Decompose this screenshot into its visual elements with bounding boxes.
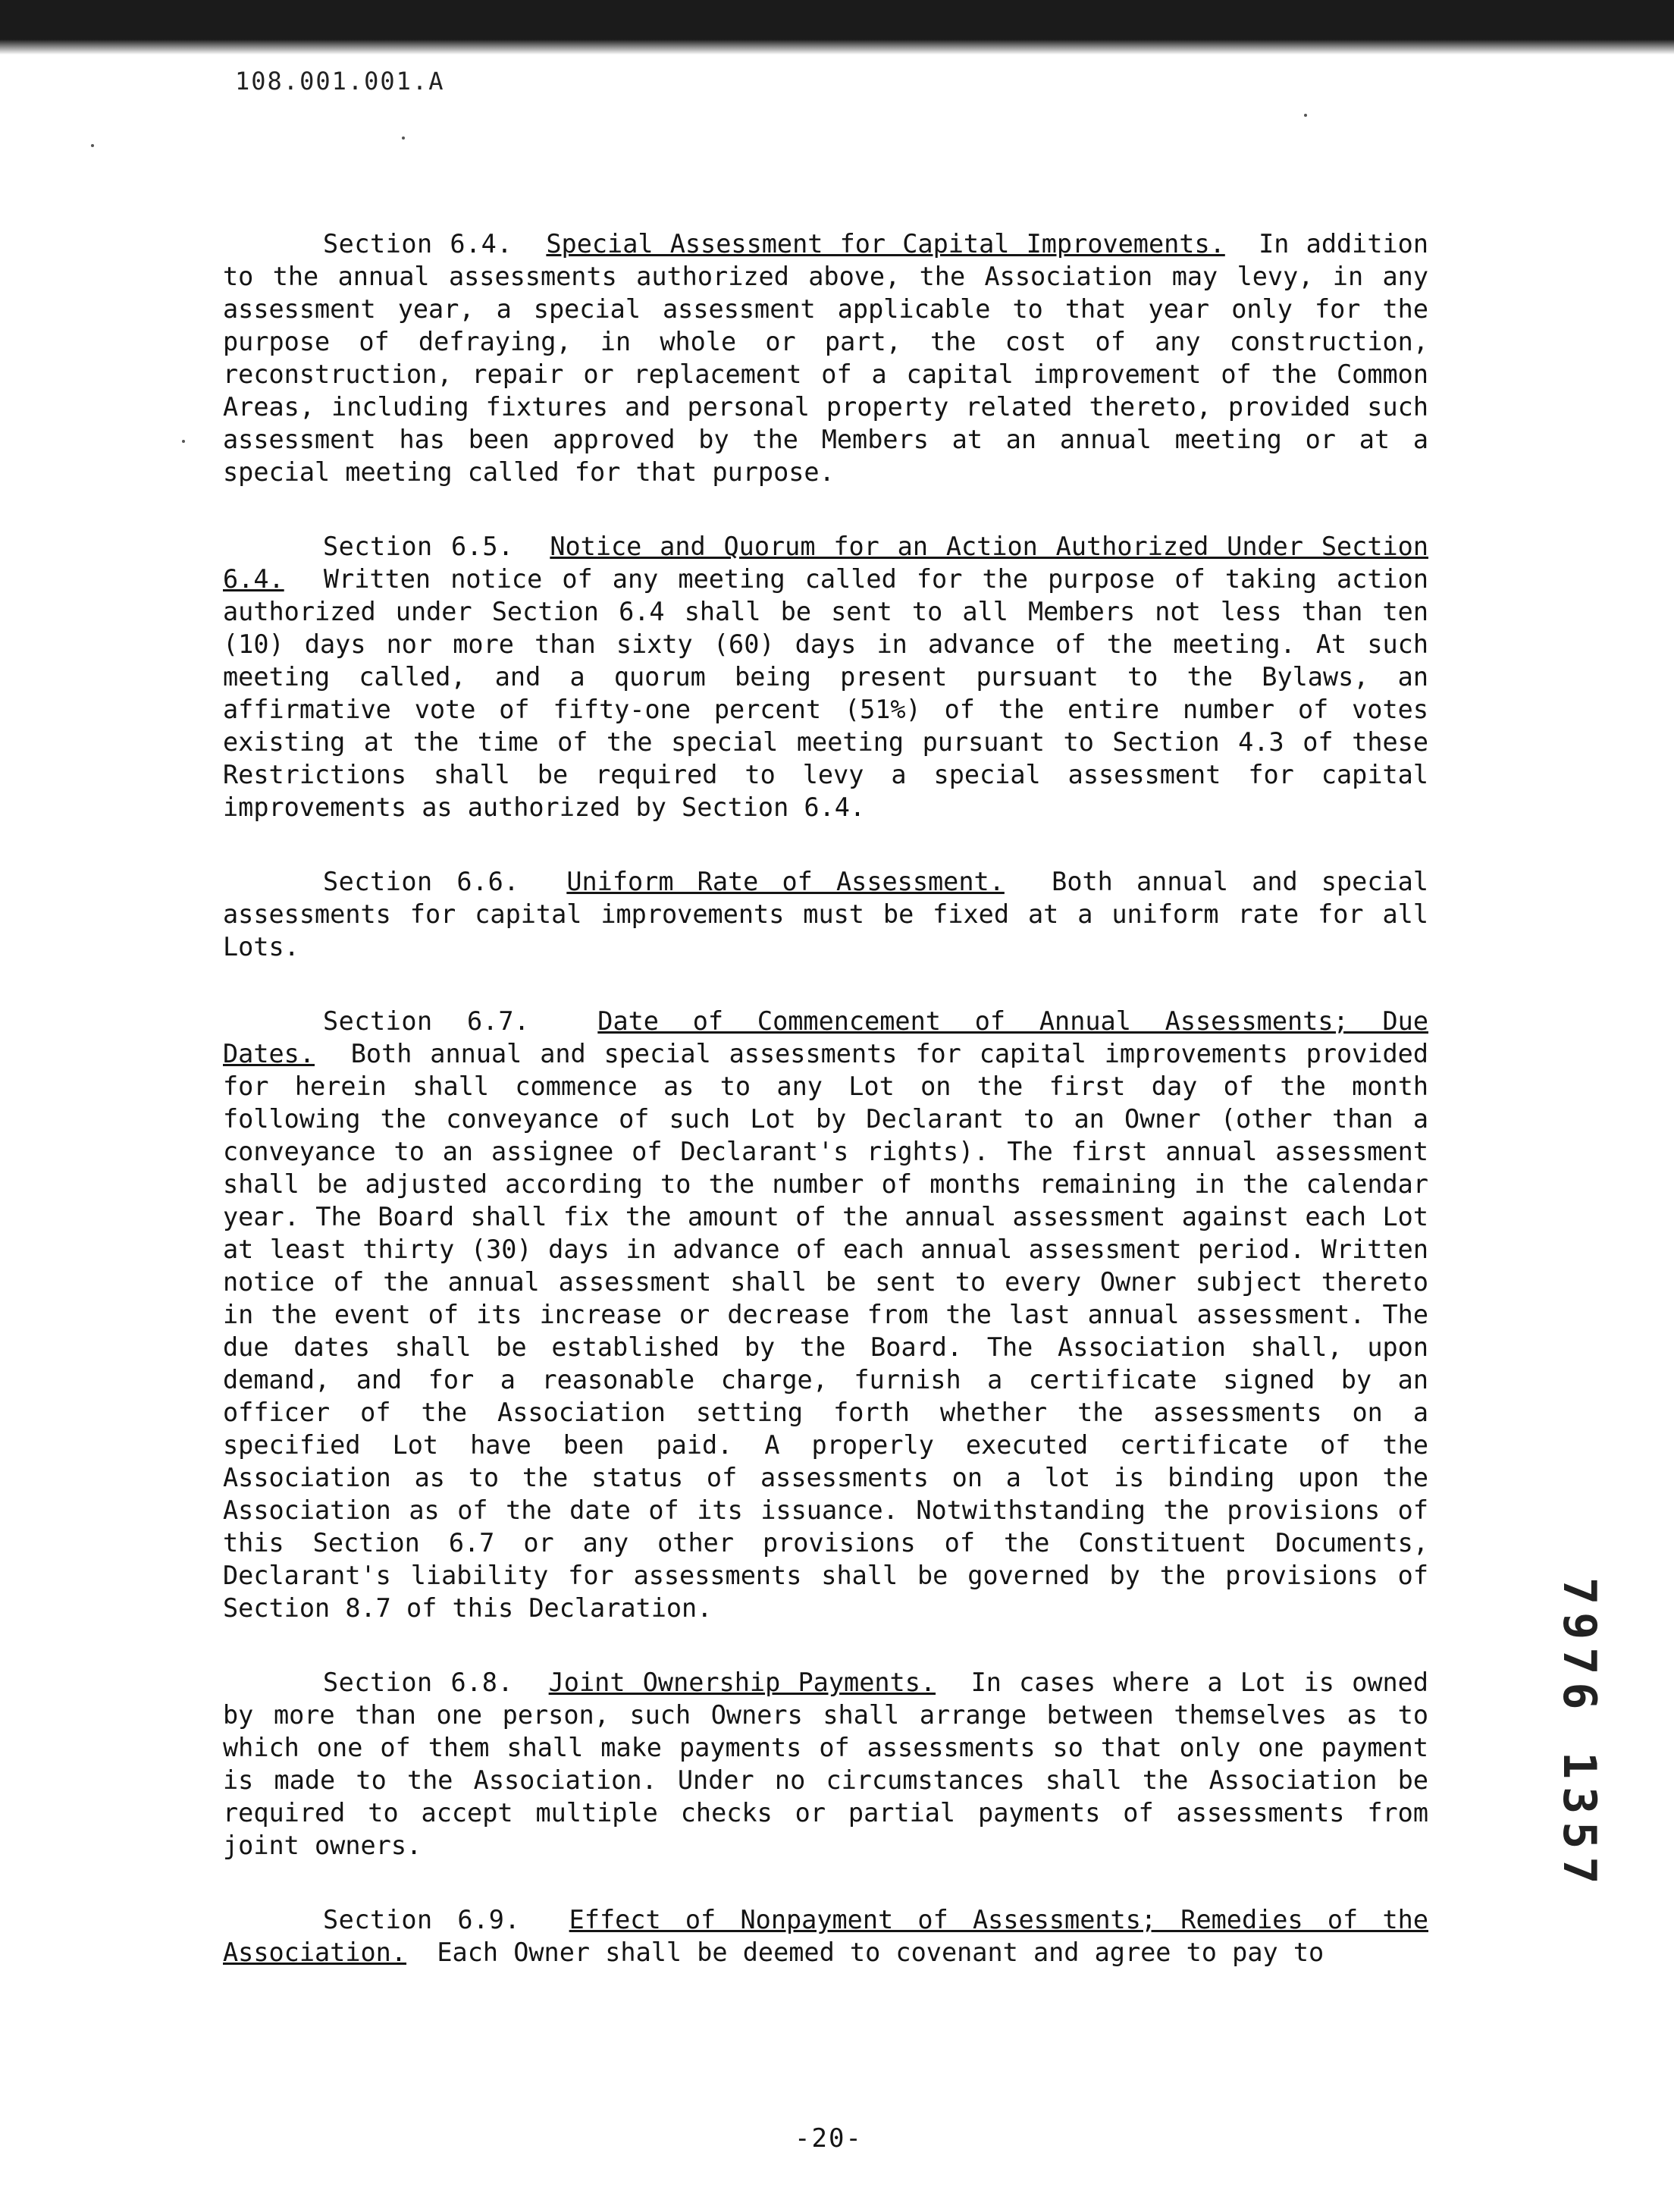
margin-book-number: 7976 — [1553, 1577, 1606, 1718]
section-body: Written notice of any meeting called for the purpose of taking action authorized under Section 6.4 shall be sent to all Members not less than ten (10) days nor more than sixty (60) days in advance of the meeting. At such meeting called, and a quorum being present pursuant to the Bylaws, an affirmative vote of fifty-one percent (51%) of the entire number of votes existing at the time of the special meeting pursuant to Section 4.3 of these Restrictions shall be required to levy a special assessment for capital improvements as authorized by Section 6.4. — [223, 564, 1428, 822]
section-label: Section 6.7. — [323, 1006, 530, 1036]
section-6-5 — [223, 530, 1428, 824]
section-label: Section 6.9. — [323, 1905, 521, 1934]
recording-margin-note — [1516, 1577, 1638, 1896]
scan-speck — [402, 136, 405, 140]
section-6-4 — [223, 227, 1428, 488]
section-title: Effect of Nonpayment of Assessments; Remedies of the Association. — [223, 1905, 1428, 1967]
section-title: Joint Ownership Payments. — [548, 1668, 936, 1697]
page-number: -20- — [795, 2123, 863, 2154]
section-title: Special Assessment for Capital Improvements. — [546, 229, 1225, 259]
section-body: Each Owner shall be deemed to covenant and agree to pay to — [437, 1937, 1324, 1967]
section-body: In cases where a Lot is owned by more than one person, such Owners shall arrange between themselves as to which one of them shall make payments of assessments so that only one payment is made to the Association. Under no circumstances shall the Association be required to accept multiple checks or partial payments of assessments from joint owners. — [223, 1668, 1428, 1860]
section-title: Date of Commencement of Annual Assessments; Due Dates. — [223, 1006, 1429, 1068]
section-6-9 — [223, 1903, 1428, 1969]
section-title: Uniform Rate of Assessment. — [566, 867, 1005, 896]
section-label: Section 6.5. — [323, 532, 514, 561]
scan-speck — [1304, 114, 1307, 117]
section-body: Both annual and special assessments for capital improvements provided for herein shall commence as to any Lot on the first day of the month following the conveyance of such Lot by Declarant to an Owner (other than a conveyance to an assignee of Declarant's rights). The first annual assessment shall be adjusted according to the number of months remaining in the calendar year. The Board shall fix the amount of the annual assessment against each Lot at least thirty (30) days in advance of each annual assessment period. Written notice of the annual assessment shall be sent to every Owner subject thereto in the event of its increase or decrease from the last annual assessment. The due dates shall be established by the Board. The Association shall, upon demand, and for a reasonable charge, furnish a certificate signed by an officer of the Association setting forth whether the assessments on a specified Lot have been paid. A properly executed certificate of the Association as to the status of assessments on a lot is binding upon the Association as of the date of its issuance. Notwithstanding the provisions of this Section 6.7 or any other provisions of the Constituent Documents, Declarant's liability for assessments shall be governed by the provisions of Section 8.7 of this Declaration. — [223, 1039, 1429, 1623]
document-body — [223, 227, 1428, 2010]
scan-speck — [91, 144, 94, 147]
margin-page-number: 1357 — [1553, 1752, 1606, 1892]
section-6-8 — [223, 1666, 1428, 1862]
scan-speck — [182, 440, 185, 443]
scan-top-border — [0, 0, 1674, 55]
document-id: 108.001.001.A — [235, 67, 445, 96]
section-body: Both annual and special assessments for capital improvements must be fixed at a uniform rate for all Lots. — [223, 867, 1428, 962]
section-6-6 — [223, 865, 1428, 963]
section-body: In addition to the annual assessments authorized above, the Association may levy, in any assessment year, a special assessment applicable to that year only for the purpose of defraying, in whole or part, the cost of any construction, reconstruction, repair or replacement of a capital improvement of the Common Areas, including fixtures and personal property related thereto, provided such assessment has been approved by the Members at an annual meeting or at a special meeting called for that purpose. — [223, 229, 1428, 487]
section-6-7 — [223, 1005, 1428, 1624]
section-label: Section 6.4. — [323, 229, 513, 259]
section-title: Notice and Quorum for an Action Authorized Under Section 6.4. — [223, 532, 1429, 594]
section-label: Section 6.6. — [323, 867, 520, 896]
section-label: Section 6.8. — [323, 1668, 514, 1697]
